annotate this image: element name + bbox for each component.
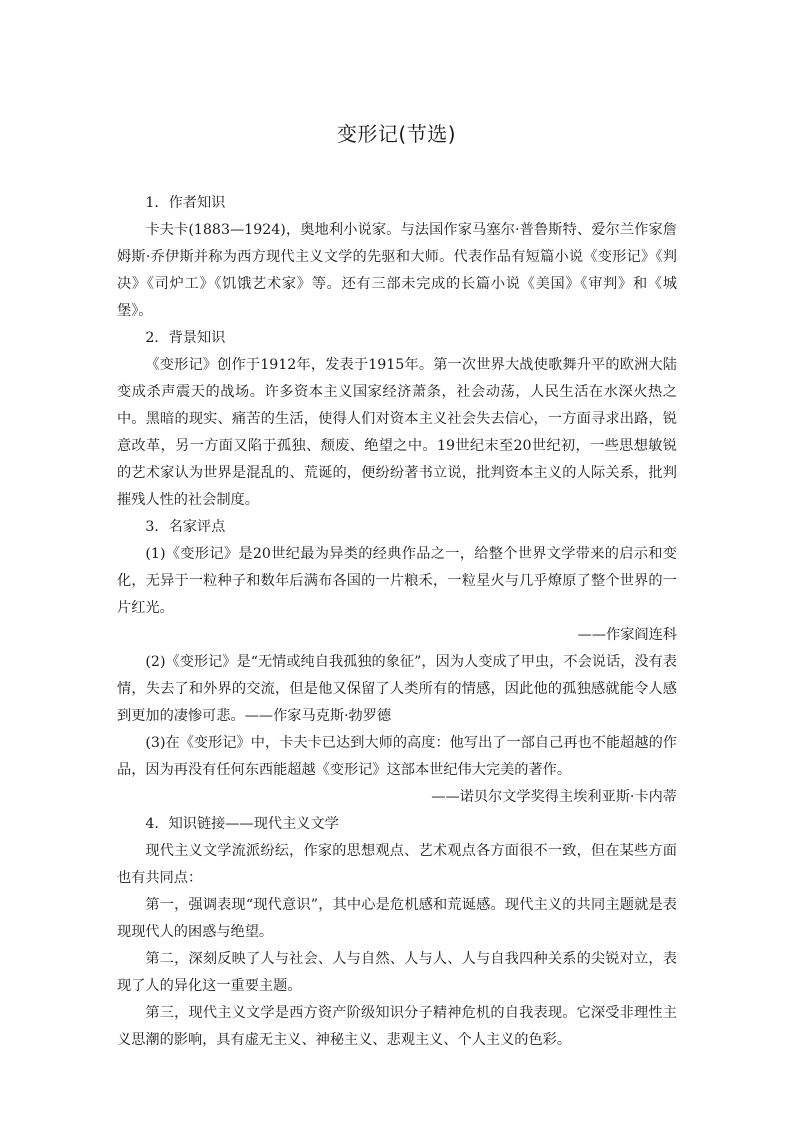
author-paragraph: 卡夫卡(1883—1924)，奥地利小说家。与法国作家马塞尔·普鲁斯特、爱尔兰作家詹姆斯·乔伊斯并称为西方现代主义文学的先驱和大师。代表作品有短篇小说《变形记》《判决》《司炉工》《饥饿艺术家》等。还有三部未完成的长篇小说《美国》《审判》和《城堡》。 <box>117 222 677 319</box>
section-heading-reviews: 3．名家评点 <box>145 519 226 535</box>
document-body <box>117 190 677 1054</box>
modernism-paragraph-4: 第三，现代主义文学是西方资产阶级知识分子精神危机的自我表现。它深受非理性主义思潮的影响，具有虚无主义、神秘主义、悲观主义、个人主义的色彩。 <box>117 1005 677 1048</box>
review-paragraph-3: (3)在《变形记》中，卡夫卡已达到大师的高度：他写出了一部自己再也不能超越的作品，因为再没有任何东西能超越《变形记》这部本世纪伟大完美的著作。 <box>117 735 677 778</box>
background-paragraph: 《变形记》创作于1912年，发表于1915年。第一次世界大战使歌舞升平的欧洲大陆变成杀声震天的战场。许多资本主义国家经济萧条，社会动荡，人民生活在水深火热之中。黑暗的现实、痛苦的生活，使得人们对资本主义社会失去信心，一方面寻求出路，锐意改革，另一方面又陷于孤独、颓废、绝望之中。19世纪末至20世纪初，一些思想敏锐的艺术家认为世界是混乱的、荒诞的，便纷纷著书立说，批判资本主义的人际关系，批判摧残人性的社会制度。 <box>117 357 677 508</box>
review-attribution-1: ——作家阎连科 <box>577 627 677 643</box>
page-title: 变形记(节选) <box>336 122 457 146</box>
modernism-paragraph-2: 第一，强调表现“现代意识”，其中心是危机感和荒诞感。现代主义的共同主题就是表现现代人的困惑与绝望。 <box>117 897 677 940</box>
section-heading-modernism: 4．知识链接——现代主义文学 <box>145 816 339 832</box>
review-attribution-3: ——诺贝尔文学奖得主埃利亚斯·卡内蒂 <box>431 789 677 805</box>
modernism-paragraph-3: 第二，深刻反映了人与社会、人与自然、人与人、人与自我四种关系的尖锐对立，表现了人的异化这一重要主题。 <box>117 951 677 994</box>
modernism-paragraph-1: 现代主义文学流派纷纭，作家的思想观点、艺术观点各方面很不一致，但在某些方面也有共同点： <box>117 843 677 886</box>
section-heading-background: 2．背景知识 <box>145 330 226 346</box>
review-paragraph-1: (1)《变形记》是20世纪最为异类的经典作品之一，给整个世界文学带来的启示和变化，无异于一粒种子和数年后满布各国的一片粮禾，一粒星火与几乎燎原了整个世界的一片红光。 <box>117 546 677 616</box>
section-heading-author: 1．作者知识 <box>145 195 226 211</box>
review-paragraph-2: (2)《变形记》是“无情或纯自我孤独的象征”，因为人变成了甲虫，不会说话，没有表情，失去了和外界的交流，但是他又保留了人类所有的情感，因此他的孤独感就能令人感到更加的凄惨可悲。——作家马克斯·勃罗德 <box>117 654 677 724</box>
